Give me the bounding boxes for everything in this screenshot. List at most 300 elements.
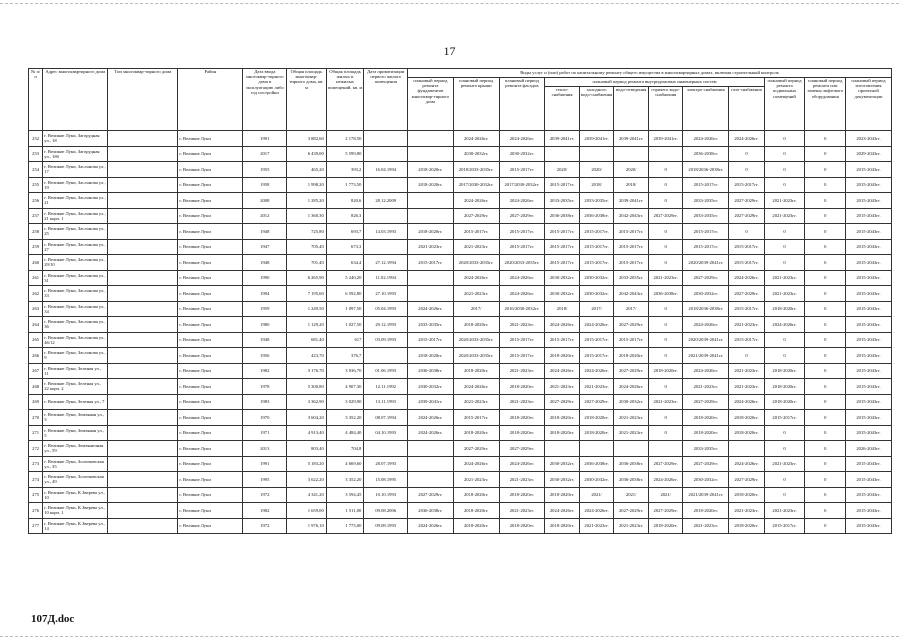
cell-roof: 2015-2017гг. [453,410,499,426]
cell-design: 2015-2043гг. [846,472,892,488]
cell-heat: 2030-2032гг. [545,456,580,472]
cell-district: г. Великие Луки [178,425,243,441]
cell-year: 1948 [243,224,287,240]
cell-num: 275 [29,487,43,503]
cell-electric: 2015-2017гг. [683,177,729,193]
table-row [29,441,892,457]
table-row [29,131,892,147]
cell-facade: 2020/2033-2035гг. [499,255,545,271]
cell-year: 1971 [243,425,287,441]
cell-year: 2013 [243,441,287,457]
cell-heat: 2018-2020гг. [545,410,580,426]
cell-residential-area: 4 907,30 [326,379,364,395]
cell-roof: 2020/2033-2035гг. [453,255,499,271]
cell-roof: 2024-2026гг. [453,456,499,472]
cell-facade: 2024-2026гг. [499,456,545,472]
cell-address: г. Великие Луки, Золотковская ул., 49 [43,472,108,488]
cell-design: 2015-2043гг. [846,503,892,519]
cell-roof: 2024-2026гг. [453,379,499,395]
header-elevator: плановый период ремонта или замены лифтового оборудования [805,78,846,131]
cell-heat: 2030-2032гг. [545,472,580,488]
cell-cold-water: 2015-2017гг. [579,239,614,255]
cell-facade: 2017/2030-2032гг. [499,177,545,193]
cell-foundation: 2015-2017гг. [408,332,454,348]
cell-basement: 0 [764,162,805,178]
cell-foundation: 2024-2026гг. [408,518,454,534]
cell-type [108,146,178,162]
cell-total-area: 6 439,00 [287,146,327,162]
cell-total-area: 3 604,20 [287,410,327,426]
cell-sewer: 2027-2029гг. [614,317,649,333]
header-num: № п/п [29,69,43,131]
cell-sewer: 2018-2020гг. [614,348,649,364]
cell-cold-water: 2018-2020гг. [579,410,614,426]
cell-elevator: 0 [805,379,846,395]
cell-basement: 0 [764,348,805,364]
cell-basement: 0 [764,224,805,240]
cell-num: 265 [29,332,43,348]
header-cold-water: холодного водо-снабжения [579,87,614,131]
cell-heat: 2024-2026гг. [545,503,580,519]
cell-foundation: 2030-2032гг. [408,379,454,395]
cell-sewer: 2039-2041гг. [614,131,649,147]
cell-total-area: 1 659,00 [287,503,327,519]
cell-hot-water: 0 [648,193,683,209]
cell-total-area: 423,70 [287,348,327,364]
cell-heat [545,441,580,457]
cell-num: 274 [29,472,43,488]
cell-year: 1955 [243,162,287,178]
cell-district: г. Великие Луки [178,410,243,426]
cell-electric: 2018/2036-2038гг. [683,301,729,317]
cell-privatization-date: 29.12.1993 [364,317,408,333]
table-row [29,487,892,503]
cell-year: 2012 [243,208,287,224]
cell-elevator: 0 [805,162,846,178]
cell-year: 1972 [243,487,287,503]
cell-foundation [408,472,454,488]
cell-facade: 2021-2023гг. [499,472,545,488]
cell-num: 270 [29,410,43,426]
cell-privatization-date [364,348,408,364]
cell-privatization-date [364,146,408,162]
cell-type [108,394,178,410]
cell-residential-area: 673,3 [326,239,364,255]
cell-year: 1982 [243,503,287,519]
cell-address: г. Великие Луки, Загорудная ул., 18б [43,146,108,162]
cell-design: 2015-2043гг. [846,456,892,472]
cell-address: г. Великие Луки, Зеленая ул., 7 [43,394,108,410]
cell-roof: 2030-2032гг. [453,146,499,162]
header-district: Район [178,69,243,131]
cell-hot-water: 2036-2038гг. [648,286,683,302]
header-engineering-group: плановый период ремонта внутридомовых инженерных систем [545,78,764,87]
table-row [29,410,892,426]
cell-roof: 2024-2026гг. [453,193,499,209]
cell-type [108,301,178,317]
cell-gas: 2021-2023гг. [729,379,765,395]
capital-repair-table-sheet [28,68,892,534]
cell-residential-area: 820,6 [326,193,364,209]
cell-total-area: 5 183,20 [287,456,327,472]
cell-privatization-date [364,239,408,255]
cell-district: г. Великие Луки [178,286,243,302]
cell-year: 1980 [243,317,287,333]
cell-sewer: 2017/ [614,301,649,317]
table-row [29,301,892,317]
cell-num: 277 [29,518,43,534]
cell-hot-water [648,441,683,457]
cell-num: 272 [29,441,43,457]
table-row [29,348,892,364]
cell-total-area: 1 249,50 [287,301,327,317]
cell-residential-area: 3 594,45 [326,487,364,503]
cell-roof: 2021-2023гг. [453,286,499,302]
header-type: Тип многоквар-тирного дома [108,69,178,131]
cell-year: 1978 [243,379,287,395]
cell-electric: 2018-2020гг. [683,425,729,441]
cell-type [108,208,178,224]
cell-total-area: 3 176,70 [287,363,327,379]
cell-facade: 2021-2023гг. [499,363,545,379]
cell-electric: 2030-2032гг. [683,286,729,302]
cell-residential-area: 376,7 [326,348,364,364]
cell-electric: 2018/2036-2038гг. [683,162,729,178]
cell-num: 259 [29,239,43,255]
cell-facade: 2015-2017гг. [499,224,545,240]
cell-privatization-date [364,177,408,193]
table-row [29,425,892,441]
table-row [29,472,892,488]
table-body [29,131,892,534]
scan-edge-bottom [0,636,899,638]
cell-cold-water: 2015-2017гг. [579,255,614,271]
cell-design: 2015-2043гг. [846,286,892,302]
table-row [29,224,892,240]
cell-privatization-date: 09.08.1993 [364,518,408,534]
cell-residential-area: 693,7 [326,224,364,240]
cell-total-area: 3 362,90 [287,394,327,410]
cell-num: 262 [29,286,43,302]
header-sewer: водо-отведения [614,87,649,131]
cell-hot-water [648,146,683,162]
cell-type [108,286,178,302]
cell-hot-water: 0 [648,224,683,240]
cell-year: 1947 [243,239,287,255]
cell-facade: 2018-2020гг. [499,410,545,426]
cell-gas: 2021-2023гг. [729,317,765,333]
cell-gas: 2027-2029гг. [729,193,765,209]
cell-elevator: 0 [805,487,846,503]
cell-district: г. Великие Луки [178,332,243,348]
cell-district: г. Великие Луки [178,348,243,364]
cell-district: г. Великие Луки [178,131,243,147]
table-row [29,270,892,286]
cell-cold-water: 2020/ [579,162,614,178]
cell-electric: 2021-2023гг. [683,379,729,395]
cell-cold-water: 2030-2032гг. [579,286,614,302]
cell-residential-area: 1 511,00 [326,503,364,519]
cell-basement: 0 [764,177,805,193]
cell-design: 2015-2043гг. [846,425,892,441]
cell-district: г. Великие Луки [178,518,243,534]
cell-elevator: 0 [805,456,846,472]
cell-design: 2015-2043гг. [846,379,892,395]
cell-heat: 2039-2041гг. [545,131,580,147]
cell-foundation: 2018-2020гг. [408,348,454,364]
cell-electric: 2018-2020гг. [683,410,729,426]
cell-sewer: 2015-2017гг. [614,255,649,271]
cell-roof: 2020/2033-2035гг. [453,348,499,364]
cell-residential-area: 6 592,80 [326,286,364,302]
cell-foundation [408,456,454,472]
cell-design: 2015-2043гг. [846,193,892,209]
cell-elevator: 0 [805,503,846,519]
cell-gas: 0 [729,224,765,240]
cell-sewer [614,441,649,457]
cell-privatization-date: 12.11.1992 [364,379,408,395]
table-row [29,379,892,395]
table-row [29,239,892,255]
cell-heat: 2021-2023гг. [545,379,580,395]
table-row [29,177,892,193]
cell-total-area: 465,20 [287,162,327,178]
cell-hot-water: 0 [648,301,683,317]
cell-cold-water: 2024-2026гг. [579,503,614,519]
cell-gas: 2018-2020гг. [729,410,765,426]
cell-district: г. Великие Луки [178,394,243,410]
cell-address: г. Великие Луки, Заслонова ул., 21 [43,193,108,209]
cell-sewer: 2024-2026гг. [614,379,649,395]
table-row [29,286,892,302]
cell-district: г. Великие Луки [178,239,243,255]
cell-elevator: 0 [805,394,846,410]
cell-gas: 2027-2029гг. [729,286,765,302]
cell-elevator: 0 [805,518,846,534]
cell-district: г. Великие Луки [178,363,243,379]
cell-elevator: 0 [805,410,846,426]
cell-num: 271 [29,425,43,441]
cell-facade: 2015-2017гг. [499,239,545,255]
cell-num: 269 [29,394,43,410]
cell-sewer: 2042-2043гг. [614,286,649,302]
cell-year: 1990 [243,270,287,286]
cell-district: г. Великие Луки [178,193,243,209]
cell-privatization-date [364,208,408,224]
cell-num: 266 [29,348,43,364]
cell-electric: 2021-2023гг. [683,518,729,534]
cell-year: 2017 [243,146,287,162]
cell-design: 2015-2043гг. [846,348,892,364]
cell-address: г. Великие Луки, К.Зверева ул., 14 [43,518,108,534]
cell-address: г. Великие Луки, Заслонова ул., 19 [43,177,108,193]
header-roof: плановый период ремонта крыши [453,78,499,131]
cell-num: 263 [29,301,43,317]
cell-design: 2015-2043гг. [846,177,892,193]
cell-basement: 0 [764,441,805,457]
cell-design: 2015-2043гг. [846,224,892,240]
cell-type [108,456,178,472]
cell-facade: 2021-2023гг. [499,317,545,333]
cell-roof: 2024-2026гг. [453,131,499,147]
cell-privatization-date: 27.10.1993 [364,286,408,302]
cell-residential-area: 704,8 [326,441,364,457]
cell-roof: 2018-2020гг. [453,317,499,333]
cell-facade: 2021-2023гг. [499,394,545,410]
cell-heat: 2033-2035гг. [545,193,580,209]
cell-num: 258 [29,224,43,240]
cell-cold-water: 2033-2035гг. [579,193,614,209]
cell-residential-area: 1 773,50 [326,177,364,193]
cell-residential-area: 1 775,00 [326,518,364,534]
cell-address: г. Великие Луки, Зеленая ул., 22 корп. 2 [43,379,108,395]
table-row [29,162,892,178]
cell-heat: 2018-2020гг. [545,348,580,364]
cell-sewer: 2030-2032гг. [614,394,649,410]
header-residential-area: Общая площадь жилых и нежилых помещений, кв. м [326,69,364,131]
cell-foundation: 2024-2026гг. [408,410,454,426]
cell-residential-area: 826,3 [326,208,364,224]
cell-basement: 0 [764,332,805,348]
cell-facade: 2018-2020гг. [499,379,545,395]
cell-address: г. Великие Луки, Земляная ул., 5 [43,425,108,441]
cell-year: 1972 [243,518,287,534]
cell-hot-water: 2018-2020гг. [648,363,683,379]
cell-privatization-date: 11.02.1994 [364,270,408,286]
cell-privatization-date: 03.09.1993 [364,332,408,348]
cell-roof: 2020/2033-2035гг. [453,332,499,348]
cell-facade: 2024-2026гг. [499,286,545,302]
cell-elevator: 0 [805,131,846,147]
cell-roof: 2024-2026гг. [453,270,499,286]
cell-num: 256 [29,193,43,209]
table-row [29,193,892,209]
cell-address: г. Великие Луки, Заслонова ул., 33 [43,286,108,302]
cell-foundation: 2018-2020гг. [408,177,454,193]
cell-total-area: 4 341,20 [287,487,327,503]
cell-cold-water: 2039-2041гг. [579,131,614,147]
cell-type [108,363,178,379]
cell-electric: 2024-2026гг. [683,363,729,379]
cell-electric: 2018-2020гг. [683,503,729,519]
cell-heat: 2015-2017гг. [545,239,580,255]
cell-elevator: 0 [805,317,846,333]
cell-basement: 2021-2023гг. [764,503,805,519]
cell-roof: 2017/2030-2032гг. [453,177,499,193]
cell-year: 2008 [243,193,287,209]
cell-type [108,131,178,147]
cell-type [108,224,178,240]
cell-foundation: 2039-2041гг. [408,394,454,410]
cell-year: 1970 [243,410,287,426]
cell-num: 261 [29,270,43,286]
cell-foundation [408,208,454,224]
cell-district: г. Великие Луки [178,441,243,457]
cell-basement: 2018-2020гг. [764,363,805,379]
cell-total-area: 803,40 [287,441,327,457]
header-heat: тепло-снабжения [545,87,580,131]
cell-electric: 2020/2039-2041гг. [683,332,729,348]
cell-heat: 2018-2020гг. [545,487,580,503]
cell-privatization-date: 05.04.1993 [364,301,408,317]
cell-year: 1991 [243,456,287,472]
cell-elevator: 0 [805,286,846,302]
cell-residential-area: 617 [326,332,364,348]
cell-gas: 2027-2029гг. [729,472,765,488]
cell-foundation: 2036-2038гг. [408,363,454,379]
cell-heat: 2018-2020гг. [545,425,580,441]
cell-sewer: 2039-2041гг. [614,193,649,209]
cell-sewer: 2021-2023гг. [614,425,649,441]
header-foundation: плановый период ремонта фундаментов многоквар-тирного дома [408,78,454,131]
cell-hot-water: 2024-2026гг. [648,472,683,488]
cell-year: 1982 [243,363,287,379]
cell-cold-water: 2027-2029гг. [579,394,614,410]
cell-gas: 2015-2017гг. [729,239,765,255]
cell-residential-area: 634,4 [326,255,364,271]
cell-facade: 2015-2017гг. [499,332,545,348]
table-row [29,518,892,534]
cell-cold-water: 2017/ [579,301,614,317]
cell-type [108,193,178,209]
cell-residential-area: 4 669,60 [326,456,364,472]
header-total-area: Общая площадь многоквар-тирного дома, кв. м [287,69,327,131]
cell-privatization-date: 13.11.1993 [364,394,408,410]
cell-residential-area: 393,2 [326,162,364,178]
cell-sewer: 2015-2017гг. [614,332,649,348]
cell-type [108,239,178,255]
cell-heat: 2015-2017гг. [545,224,580,240]
cell-roof: 2018-2020гг. [453,518,499,534]
cell-elevator: 0 [805,332,846,348]
cell-foundation [408,193,454,209]
cell-hot-water: 0 [648,425,683,441]
cell-year: 1948 [243,255,287,271]
cell-roof: 2018-2020гг. [453,425,499,441]
cell-heat: 2036-2038гг. [545,208,580,224]
cell-cold-water: 2036-2038гг. [579,208,614,224]
cell-num: 254 [29,162,43,178]
cell-roof: 2015-2017гг. [453,224,499,240]
cell-elevator: 0 [805,208,846,224]
cell-cold-water: 2024-2026гг. [579,317,614,333]
header-hot-water: горячего водо-снабжения [648,87,683,131]
cell-foundation: 2015-2017гг. [408,255,454,271]
cell-gas: 2015-2017гг. [729,177,765,193]
cell-heat: 2030-2032гг. [545,270,580,286]
cell-residential-area: 1 027,50 [326,317,364,333]
cell-total-area: 701,40 [287,255,327,271]
cell-basement: 2015-2017гг. [764,410,805,426]
header-works-group: Виды услуг и (или) работ по капитальному ремонту общего имущества в многоквартирных домах, включая строительный контроль [408,69,892,78]
cell-address: г. Великие Луки, Зеленая ул., 11 [43,363,108,379]
cell-district: г. Великие Луки [178,208,243,224]
cell-num: 257 [29,208,43,224]
cell-residential-area: 2 178,50 [326,131,364,147]
cell-electric: 2027-2029гг. [683,270,729,286]
cell-hot-water: 0 [648,177,683,193]
cell-district: г. Великие Луки [178,255,243,271]
cell-address: г. Великие Луки, Заслонова ул., 34 [43,301,108,317]
cell-privatization-date [364,131,408,147]
cell-sewer: 2018/ [614,177,649,193]
cell-hot-water: 2027-2029гг. [648,208,683,224]
cell-basement: 2021-2023гг. [764,193,805,209]
cell-residential-area: 3 352,20 [326,472,364,488]
cell-gas: 2018-2020гг. [729,518,765,534]
cell-cold-water: 2018-2020гг. [579,425,614,441]
cell-foundation: 2027-2029гг. [408,487,454,503]
